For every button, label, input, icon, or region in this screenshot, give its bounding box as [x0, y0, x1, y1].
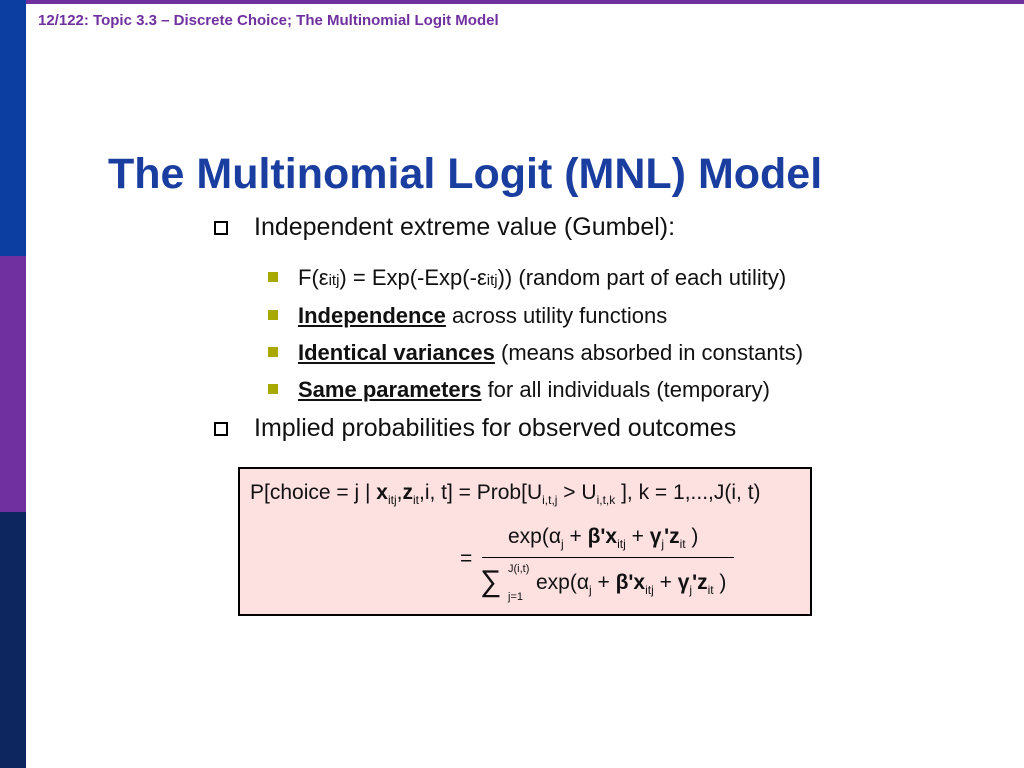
formula-equals: = [460, 547, 473, 570]
sub-bullet-cdf: F(εitj) = Exp(-Exp(-εitj)) (random part of each utility) [298, 265, 786, 291]
formula-box [238, 467, 812, 616]
hollow-square-bullet-icon [214, 221, 228, 235]
fraction-line [482, 557, 734, 558]
bullet-probabilities [254, 414, 736, 443]
slide-header: 12/122: Topic 3.3 – Discrete Choice; The Multinomial Logit Model [38, 12, 499, 29]
left-bar-blue-segment [0, 0, 26, 256]
bullet-text: Independent extreme value (Gumbel): [254, 213, 676, 241]
bullet-text: Implied probabilities for observed outcomes [254, 414, 737, 442]
summation-upper-limit: J(i,t) [508, 563, 530, 575]
formula-denominator: $\exp(\alpha_j + \beta'x_{itj} + \gamma_j'z_{it}$ ) [536, 571, 727, 598]
formula-numerator: $\exp(\alpha_j + \beta'x_{itj} + \gamma_j'z_{it}$ ) [508, 525, 699, 552]
square-bullet-icon [268, 310, 278, 320]
square-bullet-icon [268, 347, 278, 357]
hollow-square-bullet-icon [214, 422, 228, 436]
sub-bullet-independence: Independence across utility functions [298, 303, 667, 329]
left-accent-bar [0, 0, 26, 768]
slide-title: The Multinomial Logit (MNL) Model [108, 150, 823, 198]
bullet-gumbel [254, 213, 675, 242]
summation-lower-limit: j=1 [508, 591, 523, 603]
square-bullet-icon [268, 384, 278, 394]
summation-sign: ∑ [480, 565, 502, 598]
sub-bullet-variances: Identical variances (means absorbed in constants) [298, 340, 803, 366]
left-bar-navy-segment [0, 512, 26, 768]
sub-bullet-parameters: Same parameters for all individuals (temporary) [298, 377, 770, 403]
square-bullet-icon [268, 272, 278, 282]
top-accent-bar [0, 0, 1024, 4]
left-bar-purple-segment [0, 256, 26, 512]
formula-line-1: P[choice = j | $x_{itj},z_{it},i$, $t] = Prob[U_{i,t,j} > U_{i,t,k}$ ], k = 1,...,J(i, t) [250, 481, 761, 508]
